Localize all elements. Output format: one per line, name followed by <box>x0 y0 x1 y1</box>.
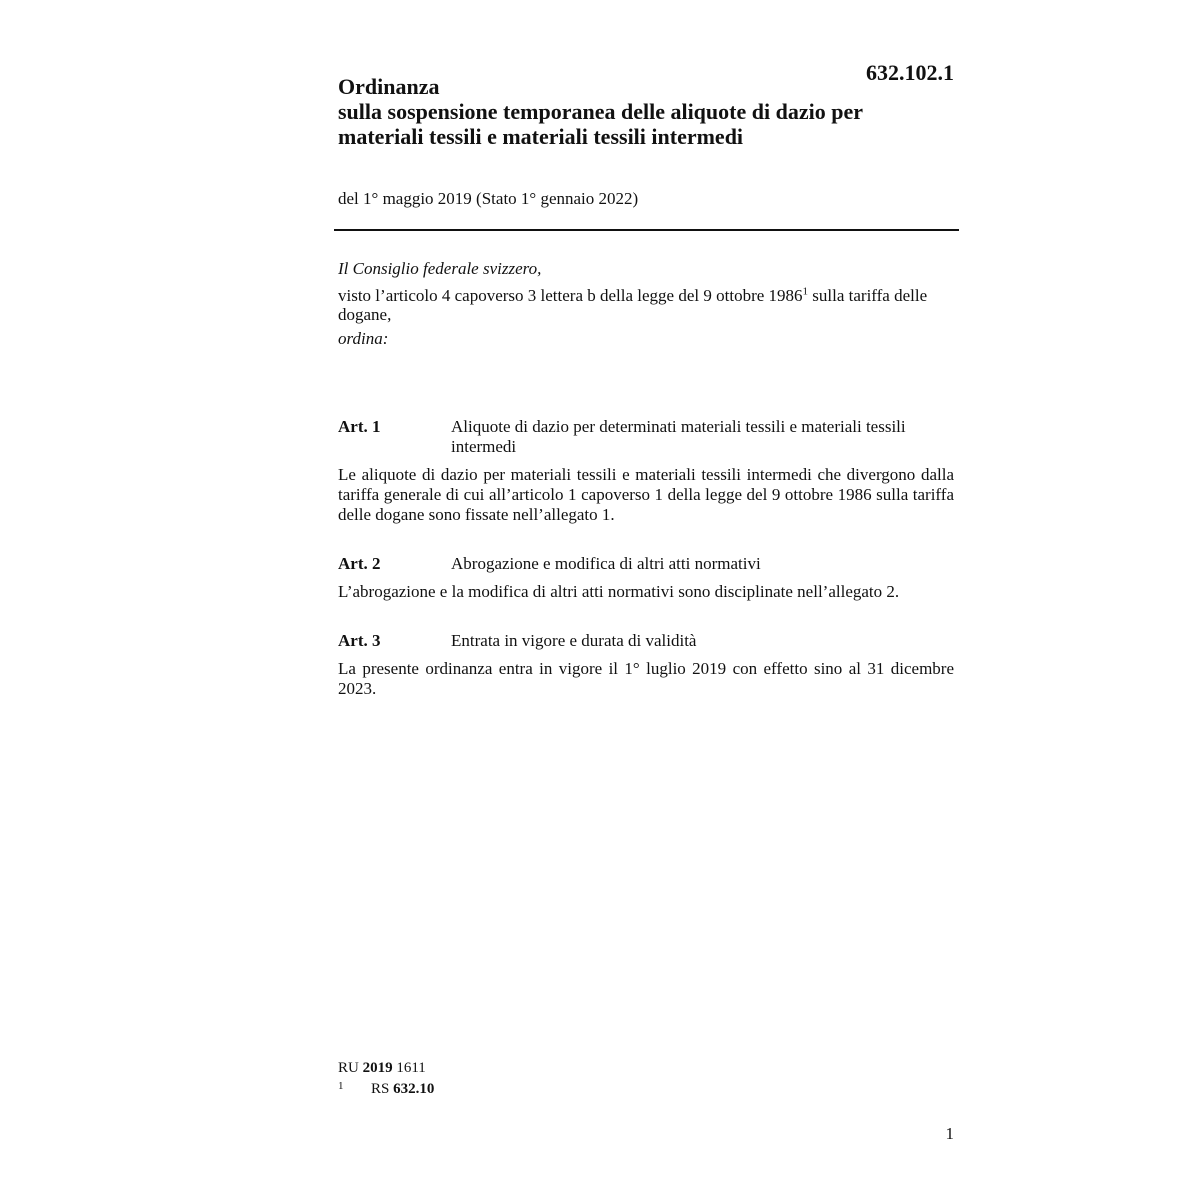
footnote-reference[interactable]: 1 <box>802 285 809 298</box>
article-body: Le aliquote di dazio per materiali tessili e materiali tessili intermedi che divergono dalla tariffa generale di cui all’articolo 1 capoverso 1 della legge del 9 ottobre 1986 sulla tariffa delle dogane sono fissate nell’allegato 1. <box>338 465 954 524</box>
ru-year: 2019 <box>362 1060 393 1076</box>
article-2 <box>338 554 954 602</box>
footnote-marker: 1 <box>338 1080 344 1092</box>
article-body: L’abrogazione e la modifica di altri atti normativi sono disciplinate nell’allegato 2. <box>338 582 900 601</box>
preamble-ordains: ordina: <box>338 329 389 348</box>
official-compilation-reference <box>338 1058 426 1078</box>
sr-number: 632.102.1 <box>866 60 954 85</box>
article-number: Art. 1 <box>338 417 381 436</box>
title-line-3: materiali tessili e materiali tessili intermedi <box>338 124 744 149</box>
article-3 <box>338 631 954 699</box>
footnote-1 <box>338 1079 434 1099</box>
article-heading <box>338 554 954 574</box>
article-1 <box>338 417 954 525</box>
article-number: Art. 3 <box>338 631 381 650</box>
legal-basis-text: visto l’articolo 4 capoverso 3 lettera b della legge del 9 ottobre 1986 <box>338 286 803 305</box>
article-heading <box>338 631 954 651</box>
legal-basis-text-continued: sulla tariffa delle dogane, <box>338 286 928 324</box>
footnote-text <box>371 1079 434 1099</box>
preamble-authority: Il Consiglio federale svizzero, <box>338 259 542 278</box>
ru-page: 1611 <box>396 1060 426 1076</box>
footnote-sr-reference[interactable]: 632.10 <box>393 1081 435 1097</box>
article-title: Aliquote di dazio per determinati materiali tessili e materiali tessili intermedi <box>451 417 906 456</box>
article-body: La presente ordinanza entra in vigore il 1° luglio 2019 con effetto sino al 31 dicembre 2023. <box>338 659 954 698</box>
document-title <box>338 74 958 149</box>
preamble <box>338 259 954 348</box>
article-title: Abrogazione e modifica di altri atti normativi <box>451 554 761 573</box>
header-divider <box>334 229 959 231</box>
article-heading <box>338 417 954 457</box>
title-line-2: sulla sospensione temporanea delle aliquote di dazio per <box>338 99 863 124</box>
footnote-prefix: RS <box>371 1081 390 1097</box>
document-date: del 1° maggio 2019 (Stato 1° gennaio 2022) <box>338 189 639 208</box>
preamble-legal-basis <box>338 286 954 324</box>
ru-prefix: RU <box>338 1060 359 1076</box>
article-number: Art. 2 <box>338 554 381 573</box>
title-line-1: Ordinanza <box>338 74 440 99</box>
page-number: 1 <box>945 1124 954 1143</box>
article-title: Entrata in vigore e durata di validità <box>451 631 697 650</box>
